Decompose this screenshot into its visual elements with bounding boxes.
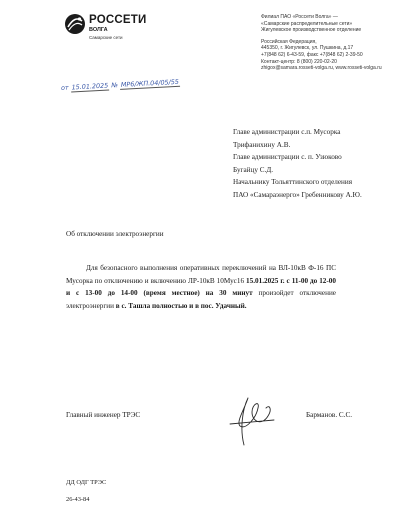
org-line: Контакт-центр: 8 (800) 220-02-20 xyxy=(261,58,337,65)
org-line: Жигулевское производственное отделение xyxy=(261,27,362,34)
org-line: Российская Федерация, xyxy=(261,38,317,45)
org-line: 445350, г. Жигулевск, ул. Пушкина, д.17 xyxy=(261,45,354,52)
org-line: +7(848 62) 6-43-59, факс +7(848 62) 2-39-50 xyxy=(261,51,363,58)
addressee-line: Начальнику Тольяттинского отделения xyxy=(233,178,353,187)
addressees-block xyxy=(233,126,362,202)
body-date-time: 15.01.2025 г. с 11-00 до 12-00 и с 13-00 до 14-00 (время местное) на 30 минут xyxy=(66,276,336,298)
company-logo xyxy=(64,12,154,48)
logo-subtitle-text: Самарские сети xyxy=(89,35,123,40)
body-places: в с. Ташла полностью и в пос. Удачный. xyxy=(115,301,247,310)
organization-details xyxy=(261,14,397,72)
footer-phone: 26-43-84 xyxy=(66,496,90,503)
reg-date: 15.01.2025 xyxy=(71,81,109,92)
registration-number xyxy=(61,78,180,93)
logo-region-text: ВОЛГА xyxy=(89,27,108,33)
org-line: Филиал ПАО «Россети Волга» — xyxy=(261,14,338,20)
body-text: произойдет отключение электроэнергии xyxy=(66,289,336,310)
footer-department: ДД ОДГ ТРЭС xyxy=(66,479,107,486)
addressee-line: ПАО «Самараэнерго» Гребенникову А.Ю. xyxy=(233,190,362,199)
signatory-title: Главный инженер ТРЭС xyxy=(66,411,141,419)
reg-prefix: от xyxy=(60,83,69,92)
org-line: zhigox@samara.rosseti-volga.ru, www.rosseti-volga.ru xyxy=(261,65,382,72)
addressee-line: Главе администрации с. п. Узюково xyxy=(233,153,342,162)
handwritten-signature xyxy=(222,390,282,450)
logo-brand-text: РОССЕТИ xyxy=(89,14,147,26)
addressee-line: Бугайцу С.Д. xyxy=(233,165,274,174)
signatory-name: Барманов. С.С. xyxy=(306,411,353,419)
body-text: Для безопасного выполнения оперативных переключений на ВЛ-10кВ Ф-16 ПС Мусорка по отключению и включению ЛР-10кВ 10Мус16 xyxy=(66,264,336,285)
addressee-line: Трифанихину А.В. xyxy=(233,140,291,149)
addressee-line: Главе администрации с.п. Мусорка xyxy=(233,128,341,136)
reg-number-prefix: № xyxy=(111,81,119,90)
rosseti-emblem-icon xyxy=(64,13,86,35)
org-line: «Самарские распределительные сети» xyxy=(261,20,353,27)
letter-subject: Об отключении электроэнергии xyxy=(66,230,164,238)
letter-body xyxy=(66,262,336,312)
reg-number: МР6/ЖП.04/05/55 xyxy=(120,77,180,89)
